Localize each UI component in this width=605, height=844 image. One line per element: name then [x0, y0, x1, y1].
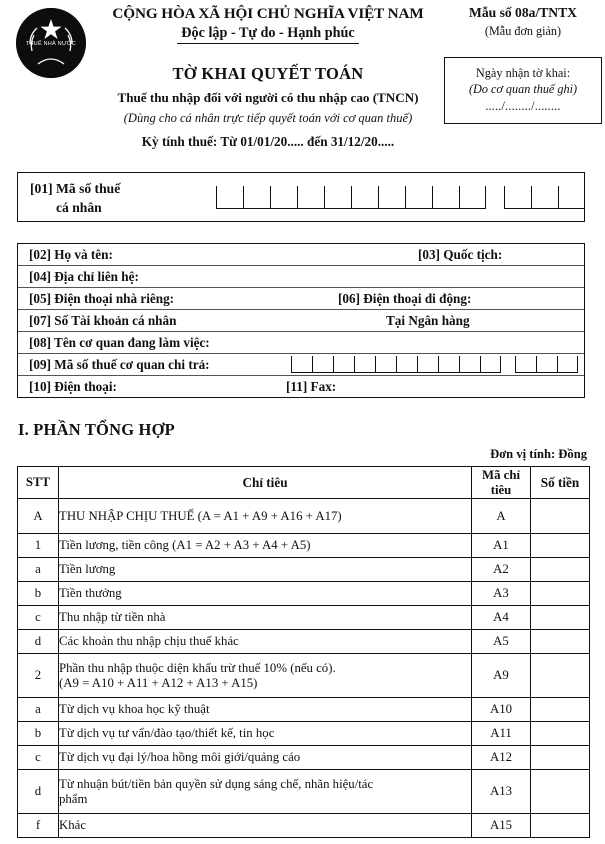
row-label-cell — [59, 722, 472, 746]
row-label-cell — [59, 534, 472, 558]
row-amount-cell[interactable] — [531, 746, 590, 770]
form-model-number: Mẫu số 08a/TNTX — [468, 5, 577, 20]
info-row-05-06 — [18, 288, 584, 310]
col-header-code: Mã chỉ tiêu — [472, 467, 531, 499]
tax-code-cell[interactable] — [558, 186, 585, 208]
row-label-line-2: phẩm — [59, 791, 88, 806]
tax-code-cell[interactable] — [351, 186, 378, 208]
row-amount-cell[interactable] — [531, 534, 590, 558]
table-row — [18, 630, 590, 654]
row-label-cell — [59, 606, 472, 630]
receipt-date-box — [444, 57, 602, 125]
tax-code-cell[interactable] — [216, 186, 243, 208]
row-index-cell: d — [18, 770, 59, 814]
row-index-cell: a — [18, 698, 59, 722]
receipt-date-blank: ...../......../........ — [485, 98, 561, 113]
currency-unit-note: Đơn vị tính: Đồng — [490, 447, 587, 461]
row-label-cell — [59, 770, 472, 814]
row-code-cell: A2 — [472, 558, 531, 582]
row-amount-cell[interactable] — [531, 814, 590, 838]
payer-tax-code-cell[interactable] — [417, 356, 438, 372]
row-label-cell — [59, 654, 472, 698]
personal-tax-code-label — [30, 179, 120, 218]
table-row — [18, 722, 590, 746]
row-code-cell: A12 — [472, 746, 531, 770]
row-index-cell: d — [18, 630, 59, 654]
row-label-cell — [59, 558, 472, 582]
state-tax-seal-logo — [16, 8, 86, 78]
field-label-payer-tax-code: [09] Mã số thuế cơ quan chi trả: — [29, 356, 210, 372]
tax-code-cell[interactable] — [405, 186, 432, 208]
field-label-bank-account: [07] Số Tài khoản cá nhân — [29, 312, 177, 328]
form-usage-note: (Dùng cho cá nhân trực tiếp quyết toán với cơ quan thuế) — [123, 111, 413, 126]
row-index-cell: b — [18, 722, 59, 746]
row-amount-cell[interactable] — [531, 698, 590, 722]
section-title-part-1: I. PHẦN TỔNG HỢP — [18, 420, 175, 439]
header-right-block — [444, 4, 602, 124]
row-label-cell — [59, 582, 472, 606]
row-code-cell: A — [472, 499, 531, 534]
row-amount-cell[interactable] — [531, 558, 590, 582]
tax-code-cell[interactable] — [297, 186, 324, 208]
tax-code-cell[interactable] — [378, 186, 405, 208]
row-label-line-1: Từ dịch vụ khoa học kỹ thuật — [59, 702, 210, 716]
table-header-row — [18, 467, 590, 499]
row-index-cell: f — [18, 814, 59, 838]
row-label-cell — [59, 814, 472, 838]
row-index-cell: a — [18, 558, 59, 582]
tax-code-cell[interactable] — [531, 186, 558, 208]
info-row-10-11 — [18, 376, 584, 398]
taxpayer-info-table — [17, 243, 585, 398]
row-index-cell: b — [18, 582, 59, 606]
document-header — [0, 0, 605, 160]
row-amount-cell[interactable] — [531, 499, 590, 534]
tax-code-cell[interactable] — [432, 186, 459, 208]
payer-tax-code-cell[interactable] — [557, 356, 578, 372]
payer-tax-code-cell[interactable] — [515, 356, 536, 372]
row-label-line-1: Từ nhuận bút/tiền bản quyền sử dụng sáng chế, nhãn hiệu/tác — [59, 776, 374, 791]
field-label-fax: [11] Fax: — [286, 378, 337, 394]
row-code-cell: A5 — [472, 630, 531, 654]
tax-code-cell[interactable] — [504, 186, 531, 208]
row-amount-cell[interactable] — [531, 582, 590, 606]
row-label-line-1: THU NHẬP CHỊU THUẾ (A = A1 + A9 + A16 + A17) — [59, 508, 342, 523]
payer-tax-code-cell[interactable] — [396, 356, 417, 372]
tax-code-cell[interactable] — [243, 186, 270, 208]
field-label-bank-name: Tại Ngân hàng — [386, 312, 470, 328]
info-row-08 — [18, 332, 584, 354]
row-code-cell: A10 — [472, 698, 531, 722]
field-label-nationality: [03] Quốc tịch: — [418, 246, 503, 262]
table-body — [18, 499, 590, 838]
payer-tax-code-cells[interactable] — [291, 356, 578, 373]
col-header-name: Chỉ tiêu — [59, 467, 472, 499]
personal-tax-code-box — [17, 172, 585, 222]
row-code-cell: A13 — [472, 770, 531, 814]
row-label-line-1: Các khoản thu nhập chịu thuế khác — [59, 634, 239, 648]
row-code-cell: A15 — [472, 814, 531, 838]
row-label-cell — [59, 698, 472, 722]
col-header-stt: STT — [18, 467, 59, 499]
info-row-02-03 — [18, 244, 584, 266]
row-amount-cell[interactable] — [531, 722, 590, 746]
row-amount-cell[interactable] — [531, 630, 590, 654]
row-label-line-2: (A9 = A10 + A11 + A12 + A13 + A15) — [59, 675, 258, 690]
row-amount-cell[interactable] — [531, 606, 590, 630]
info-row-04 — [18, 266, 584, 288]
tax-code-label-line1: [01] Mã số thuế — [30, 181, 121, 196]
row-label-cell — [59, 746, 472, 770]
table-row — [18, 558, 590, 582]
info-row-07 — [18, 310, 584, 332]
tax-code-cell[interactable] — [324, 186, 351, 208]
form-subtitle: Thuế thu nhập đối với người có thu nhập cao (TNCN) — [117, 90, 419, 106]
table-row — [18, 654, 590, 698]
row-index-cell: 1 — [18, 534, 59, 558]
table-row — [18, 770, 590, 814]
payer-tax-code-cell[interactable] — [480, 356, 501, 372]
payer-tax-code-cell[interactable] — [333, 356, 354, 372]
row-label-line-1: Tiền lương — [59, 562, 116, 576]
payer-tax-code-cell[interactable] — [536, 356, 557, 372]
payer-tax-code-group-1[interactable] — [291, 356, 501, 373]
row-index-cell: c — [18, 746, 59, 770]
table-row — [18, 814, 590, 838]
payer-tax-code-cell[interactable] — [375, 356, 396, 372]
table-row — [18, 534, 590, 558]
tax-code-label-line2: cá nhân — [56, 200, 102, 216]
receipt-date-note: (Do cơ quan thuế ghi) — [468, 82, 578, 97]
payer-tax-code-cell[interactable] — [291, 356, 312, 372]
svg-text:THUẾ NHÀ NƯỚC: THUẾ NHÀ NƯỚC — [26, 41, 76, 47]
row-label-line-1: Tiền lương, tiền công (A1 = A2 + A3 + A4 + A5) — [59, 538, 311, 552]
tax-code-cell[interactable] — [459, 186, 486, 208]
form-title: TỜ KHAI QUYẾT TOÁN — [172, 64, 364, 84]
payer-tax-code-cell[interactable] — [312, 356, 333, 372]
country-name: CỘNG HÒA XÃ HỘI CHỦ NGHĨA VIỆT NAM — [112, 5, 424, 22]
income-summary-table — [17, 466, 590, 838]
payer-tax-code-cell[interactable] — [438, 356, 459, 372]
field-label-contact-address: [04] Địa chỉ liên hệ: — [29, 268, 139, 284]
table-row — [18, 606, 590, 630]
field-label-employer-phone: [10] Điện thoại: — [29, 378, 117, 394]
table-row — [18, 746, 590, 770]
payer-tax-code-group-2[interactable] — [515, 356, 578, 373]
field-label-mobile-phone: [06] Điện thoại di động: — [338, 290, 472, 306]
payer-tax-code-cell[interactable] — [459, 356, 480, 372]
row-label-line-1: Thu nhập từ tiền nhà — [59, 610, 166, 624]
personal-tax-code-cells[interactable] — [216, 186, 585, 209]
row-code-cell: A1 — [472, 534, 531, 558]
row-amount-cell[interactable] — [531, 654, 590, 698]
row-code-cell: A9 — [472, 654, 531, 698]
table-row — [18, 698, 590, 722]
row-label-cell — [59, 630, 472, 654]
row-label-line-1: Khác — [59, 818, 86, 832]
table-row — [18, 582, 590, 606]
row-index-cell: A — [18, 499, 59, 534]
tax-code-cell[interactable] — [270, 186, 297, 208]
receipt-date-label: Ngày nhận tờ khai: — [475, 65, 571, 80]
row-label-cell — [59, 499, 472, 534]
national-motto: Độc lập - Tự do - Hạnh phúc — [177, 24, 358, 44]
row-index-cell: c — [18, 606, 59, 630]
info-row-09 — [18, 354, 584, 376]
row-code-cell: A11 — [472, 722, 531, 746]
tax-code-group-1[interactable] — [216, 186, 486, 209]
row-code-cell: A3 — [472, 582, 531, 606]
row-label-line-1: Phần thu nhập thuộc diện khấu trừ thuế 10% (nếu có). — [59, 660, 336, 675]
table-header — [18, 467, 590, 499]
form-model-variant: (Mẫu đơn giản) — [484, 23, 562, 38]
field-label-full-name: [02] Họ và tên: — [29, 246, 113, 262]
table-row — [18, 499, 590, 534]
row-amount-cell[interactable] — [531, 770, 590, 814]
tax-code-group-2[interactable] — [504, 186, 585, 209]
tax-period-line: Kỳ tính thuế: Từ 01/01/20..... đến 31/12/20..... — [141, 134, 395, 150]
row-label-line-1: Từ dịch vụ đại lý/hoa hồng môi giới/quảng cáo — [59, 750, 301, 764]
row-code-cell: A4 — [472, 606, 531, 630]
payer-tax-code-cell[interactable] — [354, 356, 375, 372]
row-label-line-1: Từ dịch vụ tư vấn/đào tạo/thiết kế, tin học — [59, 726, 275, 740]
col-header-amount: Số tiền — [531, 467, 590, 499]
row-label-line-1: Tiền thưởng — [59, 586, 122, 600]
field-label-home-phone: [05] Điện thoại nhà riêng: — [29, 290, 175, 306]
row-index-cell: 2 — [18, 654, 59, 698]
field-label-employer-name: [08] Tên cơ quan đang làm việc: — [29, 334, 210, 350]
header-center-block — [92, 4, 444, 151]
